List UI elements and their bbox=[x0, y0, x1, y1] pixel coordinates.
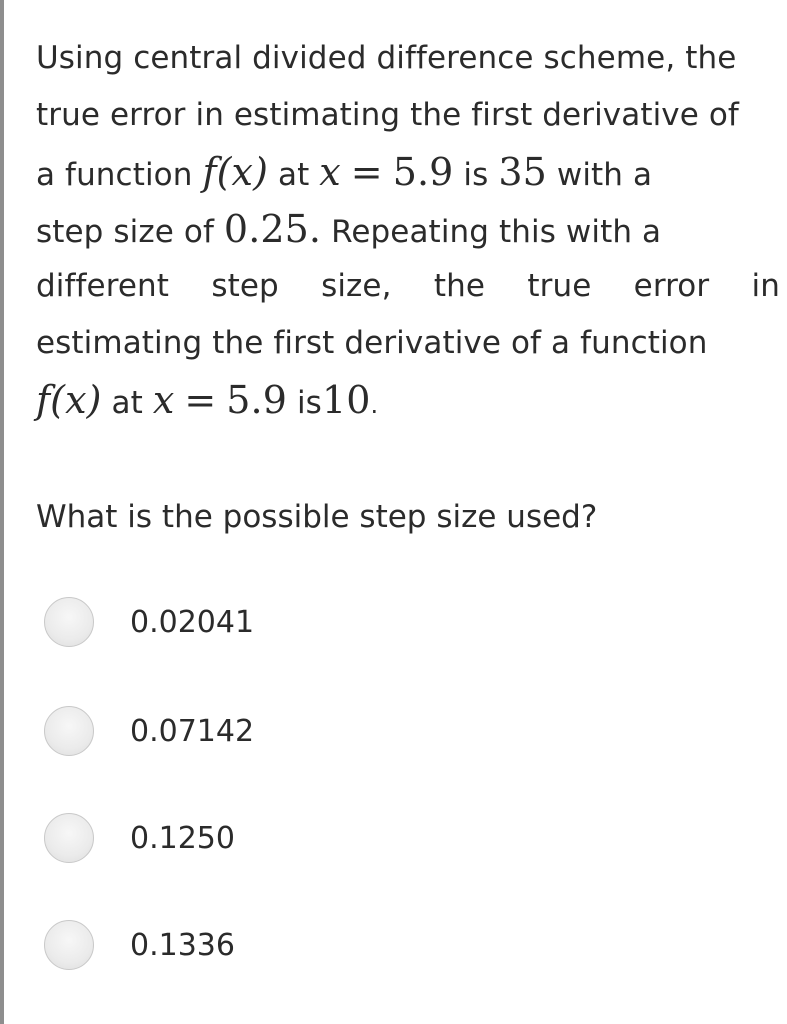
text: a function bbox=[36, 157, 193, 193]
left-border bbox=[0, 0, 4, 1024]
option-3[interactable] bbox=[44, 810, 444, 866]
word: step bbox=[211, 268, 279, 304]
option-label: 0.02041 bbox=[130, 604, 255, 640]
question-line-2: true error in estimating the first derivative of bbox=[36, 97, 739, 133]
text: at bbox=[277, 157, 310, 193]
option-label: 0.07142 bbox=[130, 713, 255, 749]
question-line-4 bbox=[36, 201, 780, 258]
math-variable: x bbox=[319, 150, 341, 194]
math-value-x: 5.9 bbox=[226, 378, 287, 422]
math-equals: = bbox=[184, 378, 217, 422]
period: . bbox=[370, 391, 379, 419]
math-value-error: 10 bbox=[321, 378, 371, 422]
radio-button[interactable] bbox=[44, 597, 94, 647]
question-line-1: Using central divided difference scheme, the bbox=[36, 40, 737, 76]
text: with a bbox=[556, 157, 653, 193]
math-value-error: 35 bbox=[498, 150, 547, 194]
math-function: f(x) bbox=[202, 150, 268, 194]
option-1[interactable] bbox=[44, 594, 444, 650]
math-function: f(x) bbox=[36, 378, 102, 422]
radio-button[interactable] bbox=[44, 706, 94, 756]
option-label: 0.1336 bbox=[130, 927, 235, 963]
math-value-x: 5.9 bbox=[392, 150, 454, 194]
text: is bbox=[296, 385, 322, 421]
option-label: 0.1250 bbox=[130, 820, 235, 856]
text: at bbox=[111, 385, 143, 421]
question-line-3 bbox=[36, 144, 780, 201]
radio-button[interactable] bbox=[44, 920, 94, 970]
text: Repeating this with a bbox=[331, 214, 662, 250]
word: the bbox=[433, 268, 486, 304]
math-variable: x bbox=[152, 378, 175, 422]
text: step size of bbox=[36, 214, 214, 250]
question-text bbox=[36, 30, 780, 429]
word: true bbox=[527, 268, 592, 304]
question-line-5 bbox=[36, 258, 780, 315]
math-equals: = bbox=[350, 150, 383, 194]
radio-button[interactable] bbox=[44, 813, 94, 863]
word: in bbox=[751, 268, 780, 304]
question-line-7 bbox=[36, 372, 780, 429]
word: error bbox=[633, 268, 710, 304]
question-prompt: What is the possible step size used? bbox=[36, 499, 598, 535]
option-4[interactable] bbox=[44, 917, 444, 973]
word: size, bbox=[321, 268, 392, 304]
option-2[interactable] bbox=[44, 703, 444, 759]
question-line-6: estimating the first derivative of a function bbox=[36, 325, 708, 361]
text: is bbox=[463, 157, 489, 193]
word: different bbox=[36, 268, 170, 304]
math-step-size: 0.25. bbox=[223, 207, 322, 251]
